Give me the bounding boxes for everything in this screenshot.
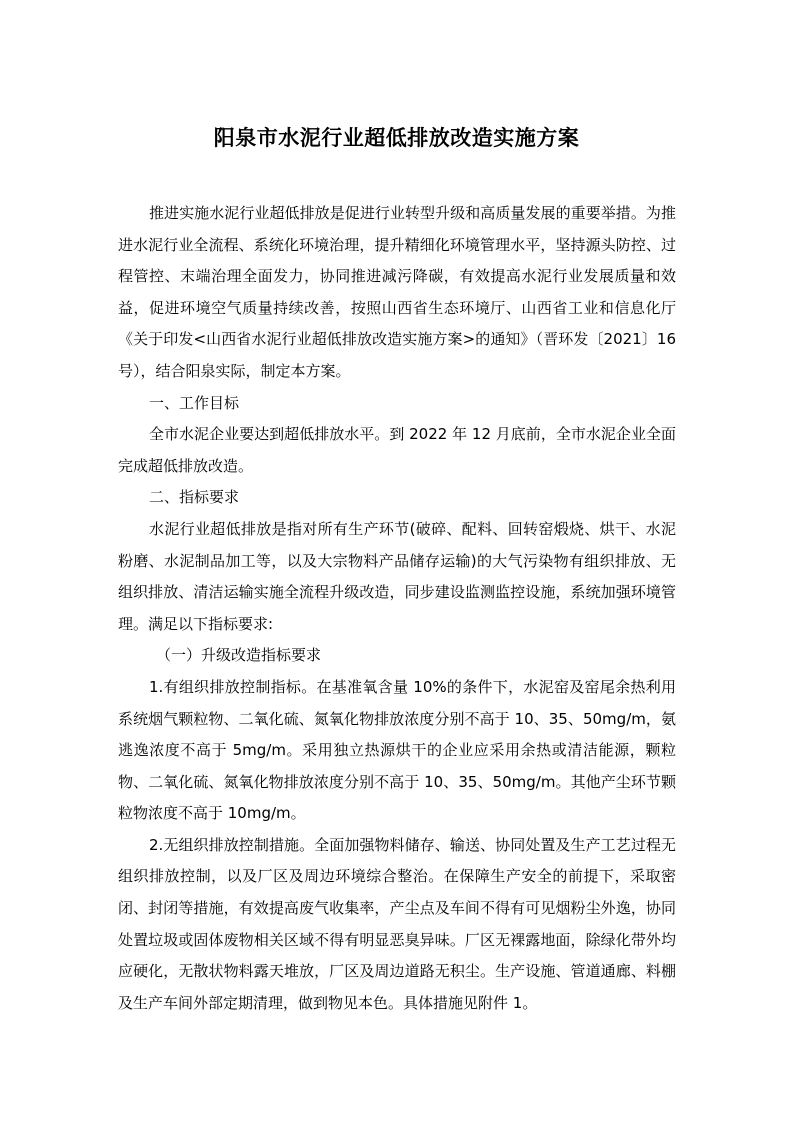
section-heading-work-goal: 一、工作目标 <box>149 393 240 412</box>
indicator-requirements-paragraph: 水泥行业超低排放是指对所有生产环节(破碎、配料、回转窑煅烧、烘干、水泥粉磨、水泥制品加工等，以及大宗物料产品储存运输)的大气污染物有组织排放、无组织排放、清洁运输实施全流程升级改造，同步建设监测监控设施，系统加强环境管理。满足以下指标要求: <box>118 519 676 633</box>
document-title: 阳泉市水泥行业超低排放改造实施方案 <box>213 126 580 150</box>
organized-emission-paragraph: 1.有组织排放控制指标。在基准氧含量 10%的条件下，水泥窑及窑尾余热利用系统烟气颗粒物、二氧化硫、氮氧化物排放浓度分别不高于 10、35、50mg/m，氨逃逸浓度不高于 5mg/m。采用独立热源烘干的企业应采用余热或清洁能源，颗粒物、二氧化硫、氮氧化物排放浓度分别不高于 10、35、50mg/m。其他产尘环节颗粒物浓度不高于 10mg/m。 <box>118 677 676 823</box>
work-goal-paragraph: 全市水泥企业要达到超低排放水平。到 2022 年 12 月底前，全市水泥企业全面完成超低排放改造。 <box>118 425 676 475</box>
document-body <box>118 198 676 1019</box>
subsection-heading-upgrade-indicators: （一）升级改造指标要求 <box>156 646 322 665</box>
intro-paragraph: 推进实施水泥行业超低排放是促进行业转型升级和高质量发展的重要举措。为推进水泥行业全流程、系统化环境治理，提升精细化环境管理水平，坚持源头防控、过程管控、末端治理全面发力，协同推进减污降碳，有效提高水泥行业发展质量和效益，促进环境空气质量持续改善，按照山西省生态环境厅、山西省工业和信息化厅《关于印发<山西省水泥行业超低排放改造实施方案>的通知》（晋环发〔2021〕16号），结合阳泉实际，制定本方案。 <box>118 204 676 380</box>
section-heading-indicator-requirements: 二、指标要求 <box>149 488 240 507</box>
unorganized-emission-paragraph: 2.无组织排放控制措施。全面加强物料储存、输送、协同处置及生产工艺过程无组织排放控制，以及厂区及周边环境综合整治。在保障生产安全的前提下，采取密闭、封闭等措施，有效提高废气收集率，产尘点及车间不得有可见烟粉尘外逸，协同处置垃圾或固体废物相关区域不得有明显恶臭异味。厂区无裸露地面，除绿化带外均应硬化，无散状物料露天堆放，厂区及周边道路无积尘。生产设施、管道通廊、料棚及生产车间外部定期清理，做到物见本色。具体措施见附件 1。 <box>118 835 676 1012</box>
